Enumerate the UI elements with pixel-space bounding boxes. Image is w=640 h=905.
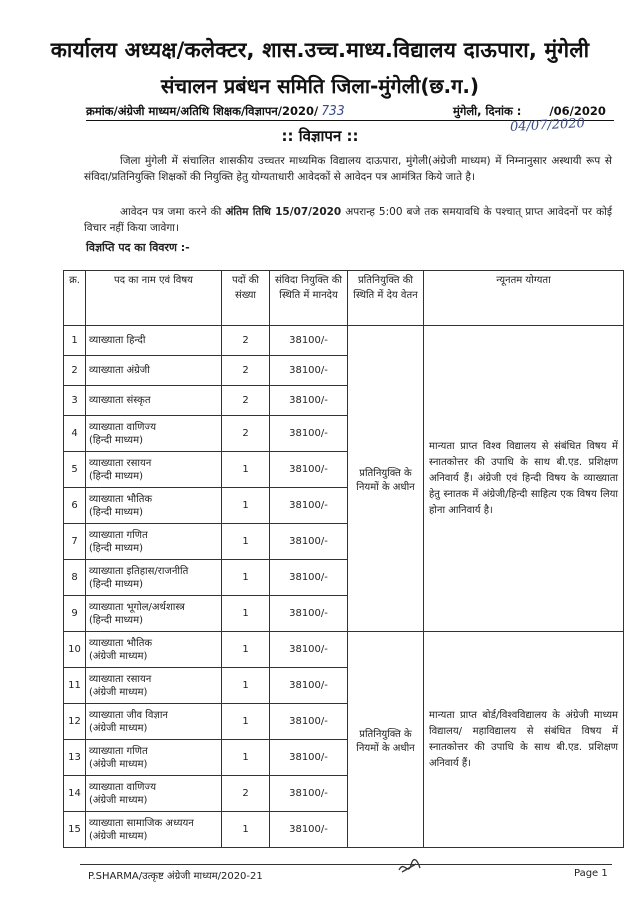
table-row: 11 व्याख्याता रसायन (अंग्रेजी माध्यम) 1 38100/- xyxy=(64,668,624,704)
col-post: पद का नाम एवं विषय xyxy=(86,271,222,326)
reference-number: क्रमांक/अंग्रेजी माध्यम/अतिथि शिक्षक/विज्ञापन/2020/ 733 xyxy=(86,104,345,119)
col-deputation-pay: प्रतिनियुक्ति की स्थिति में देय वेतन xyxy=(348,271,424,326)
table-row: 15 व्याख्याता सामाजिक अध्ययन (अंग्रेजी माध्यम) 1 38100/- xyxy=(64,812,624,848)
place-date: मुंगेली, दिनांक : /06/2020 xyxy=(453,104,606,118)
deputation-note-2: प्रतिनियुक्ति के नियमों के अधीन xyxy=(348,632,424,848)
table-row: 13 व्याख्याता गणित (अंग्रेजी माध्यम) 1 38100/- xyxy=(64,740,624,776)
footer-divider xyxy=(80,864,612,865)
office-heading: कार्यालय अध्यक्ष/कलेक्टर, शास.उच्च.माध्य.विद्यालय दाऊपारा, मुंगेली xyxy=(50,38,590,62)
handwritten-ref-number: 733 xyxy=(321,104,345,119)
details-heading: विज्ञप्ति पद का विवरण :- xyxy=(86,241,190,254)
table-row: 5 व्याख्याता रसायन (हिन्दी माध्यम) 1 38100/- xyxy=(64,452,624,488)
posts-table xyxy=(63,270,624,848)
table-header-row xyxy=(64,271,624,326)
table-row: 1 व्याख्याता हिन्दी 2 38100/- प्रतिनियुक्ति के नियमों के अधीन मान्यता प्राप्त विश्व विद्यालय से संबंधित विषय में स्नातकोत्तर की उपाधि के साथ बी.एड. प्रशिक्षण अनिवार्य हैं। अंग्रेजी एवं हिन्दी विषय के व्याख्याता हेतु स्नातक में अंग्रेजी/हिन्दी साहित्य एक विषय लिया होना आनिवार्य है। xyxy=(64,326,624,356)
intro-paragraph: जिला मुंगेली में संचालित शासकीय उच्चतर माध्यमिक विद्यालय दाऊपारा, मुंगेली(अंग्रेजी माध्यम) में निम्नानुसार अस्थायी रूप से संविदा/प्रतिनियुक्ति शिक्षकों की नियुक्ति हेतु योग्यताधारी आवेदकों से आवेदन पत्र आमंत्रित किये जाते है। xyxy=(84,155,612,183)
col-contract-pay: संविदा नियुक्ति की स्थिति में मानदेय xyxy=(270,271,348,326)
table-row: 7 व्याख्याता गणित (हिन्दी माध्यम) 1 38100/- xyxy=(64,524,624,560)
table-row: 3 व्याख्याता संस्कृत 2 38100/- xyxy=(64,386,624,416)
deadline-date: अंतिम तिथि 15/07/2020 xyxy=(225,206,342,218)
footer-file-ref: P.SHARMA/उत्कृष्ट अंग्रेजी माध्यम/2020-21 xyxy=(88,871,263,882)
deadline-paragraph: आवेदन पत्र जमा करने की अंतिम तिथि 15/07/2020 अपरान्ह 5:00 बजे तक समयावधि के पश्चात् प्राप्त आवेदनों पर कोई विचार नहीं किया जावेगा। xyxy=(84,206,613,234)
table-row: 6 व्याख्याता भौतिक (हिन्दी माध्यम) 1 38100/- xyxy=(64,488,624,524)
col-qualification: न्यूनतम योग्यता xyxy=(424,271,624,326)
qualification-2: मान्यता प्राप्त बोर्ड/विश्वविद्यालय के अंग्रेजी माध्यम विद्यालय/ महाविद्यालय से संबंधित विषय में स्नातकोत्तर की उपाधि के साथ बी.एड. प्रशिक्षण अनिवार्य हैं। xyxy=(424,632,624,848)
table-row: 14 व्याख्याता वाणिज्य (अंग्रेजी माध्यम) 2 38100/- xyxy=(64,776,624,812)
table-row: 4 व्याख्याता वाणिज्य (हिन्दी माध्यम) 2 38100/- xyxy=(64,416,624,452)
table-row: 9 व्याख्याता भूगोल/अर्थशास्त्र (हिन्दी माध्यम) 1 38100/- xyxy=(64,596,624,632)
table-row: 8 व्याख्याता इतिहास/राजनीति (हिन्दी माध्यम) 1 38100/- xyxy=(64,560,624,596)
deputation-note-1: प्रतिनियुक्ति के नियमों के अधीन xyxy=(348,326,424,632)
table-row: 10 व्याख्याता भौतिक (अंग्रेजी माध्यम) 1 38100/- प्रतिनियुक्ति के नियमों के अधीन मान्यता प्राप्त बोर्ड/विश्वविद्यालय के अंग्रेजी माध्यम विद्यालय/ महाविद्यालय से संबंधित विषय में स्नातकोत्तर की उपाधि के साथ बी.एड. प्रशिक्षण अनिवार्य हैं। xyxy=(64,632,624,668)
col-count: पदों की संख्या xyxy=(222,271,270,326)
qualification-1: मान्यता प्राप्त विश्व विद्यालय से संबंधित विषय में स्नातकोत्तर की उपाधि के साथ बी.एड. प्रशिक्षण अनिवार्य हैं। अंग्रेजी एवं हिन्दी विषय के व्याख्याता हेतु स्नातक में अंग्रेजी/हिन्दी साहित्य एक विषय लिया होना आनिवार्य है। xyxy=(424,326,624,632)
committee-heading: संचालन प्रबंधन समिति जिला-मुंगेली(छ.ग.) xyxy=(160,74,480,98)
page-title: :: विज्ञापन :: xyxy=(281,127,359,145)
table-row: 12 व्याख्याता जीव विज्ञान (अंग्रेजी माध्यम) 1 38100/- xyxy=(64,704,624,740)
handwritten-date: 04/07/2020 xyxy=(509,116,586,135)
page-number: Page 1 xyxy=(574,868,608,879)
signature-mark xyxy=(396,856,422,878)
col-serial: क्र. xyxy=(64,271,86,326)
table-row: 2 व्याख्याता अंग्रेजी 2 38100/- xyxy=(64,356,624,386)
